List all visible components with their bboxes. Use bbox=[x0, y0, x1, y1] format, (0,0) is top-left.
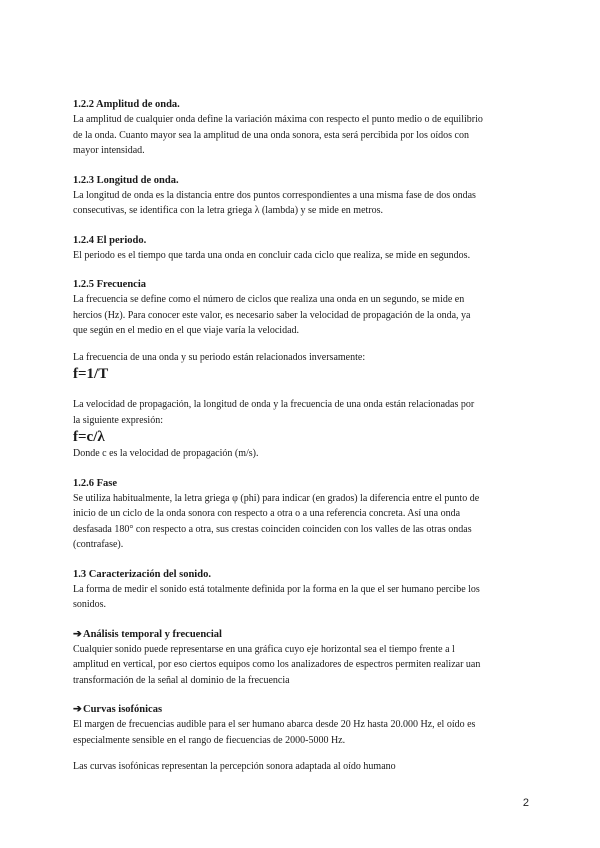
paragraph-line: La forma de medir el sonido está totalmente definida por la forma en la que el ser humano percibe los bbox=[73, 583, 480, 595]
heading-caracterizacion: 1.3 Caracterización del sonido. bbox=[73, 568, 211, 580]
section-longitud bbox=[73, 173, 529, 219]
paragraph-line: desfasada 180° con respecto a otra, sus crestas coinciden coinciden con los valles de las otras ondas bbox=[73, 523, 472, 535]
paragraph-line: que según en el medio en el que viaje varía la velocidad. bbox=[73, 325, 300, 336]
arrow-right-icon: ➔ bbox=[73, 628, 82, 640]
arrow-right-icon: ➔ bbox=[73, 704, 82, 715]
paragraph-line: consecutivas, se identifica con la letra griega λ (lambda) y se mide en metros. bbox=[73, 205, 384, 216]
paragraph-line: amplitud en vertical, por eso ciertos equipos como los analizadores de espectros permiten realizar uan bbox=[73, 659, 481, 670]
heading-analisis bbox=[73, 627, 529, 642]
formula-frequency-period: f=1/T bbox=[73, 366, 109, 382]
paragraph-line: sonidos. bbox=[73, 599, 107, 610]
page-content bbox=[73, 97, 529, 775]
paragraph-line: mayor intensidad. bbox=[73, 145, 145, 156]
section-periodo bbox=[73, 233, 529, 264]
section-fase bbox=[73, 476, 529, 553]
closing-text: Las curvas isofónicas representan la percepción sonora adaptada al oído humano bbox=[73, 761, 396, 772]
page-number: 2 bbox=[522, 797, 529, 809]
formula-note: Donde c es la velocidad de propagación (m/s). bbox=[73, 448, 259, 459]
paragraph-line: La frecuencia se define como el número de ciclos que realiza una onda en un segundo, se mide en bbox=[73, 294, 465, 305]
heading-fase: 1.2.6 Fase bbox=[73, 477, 118, 489]
paragraph-line: hercios (Hz). Para conocer este valor, es necesario saber la velocidad de propagación de la onda, ya bbox=[73, 309, 471, 321]
section-analisis bbox=[73, 627, 529, 689]
heading-curvas-label: Curvas isofónicas bbox=[83, 704, 163, 715]
paragraph-line: La amplitud de cualquier onda define la variación máxima con respecto el punto medio o de equilibrio bbox=[73, 114, 483, 125]
paragraph-line: La velocidad de propagación, la longitud de onda y la frecuencia de una onda están relacionadas por bbox=[73, 399, 475, 410]
paragraph-line: Se utiliza habitualmente, la letra griega φ (phi) para indicar (en grados) la diferencia entre el punto de bbox=[73, 492, 480, 504]
paragraph-line: El margen de frecuencias audible para el ser humano abarca desde 20 Hz hasta 20.000 Hz, el oído es bbox=[73, 719, 476, 730]
heading-longitud: 1.2.3 Longitud de onda. bbox=[73, 174, 179, 186]
heading-periodo: 1.2.4 El periodo. bbox=[73, 234, 147, 246]
paragraph-line: El periodo es el tiempo que tarda una onda en concluir cada ciclo que realiza, se mide en segundos. bbox=[73, 249, 471, 261]
paragraph-line: de la onda. Cuanto mayor sea la amplitud de una onda sonora, esta será percibida por los oídos con bbox=[73, 129, 469, 141]
formula-frequency-wavelength: f=c/λ bbox=[73, 429, 105, 445]
paragraph-line: (contrafase). bbox=[73, 539, 124, 550]
heading-amplitud: 1.2.2 Amplitud de onda. bbox=[73, 99, 180, 110]
paragraph-line: la siguiente expresión: bbox=[73, 414, 163, 426]
paragraph-line: La longitud de onda es la distancia entre dos puntos correspondientes a una misma fase de dos ondas bbox=[73, 189, 476, 201]
section-amplitud bbox=[73, 97, 529, 159]
paragraph-line: Cualquier sonido puede representarse en una gráfica cuyo eje horizontal sea el tiempo frente a l bbox=[73, 643, 455, 655]
heading-curvas bbox=[73, 702, 529, 717]
paragraph-line: transformación de la señal al dominio de la frecuencia bbox=[73, 674, 290, 686]
paragraph-line: especialmente sensible en el rango de fiecuencias de 2000-5000 Hz. bbox=[73, 734, 346, 746]
paragraph-line: inicio de un ciclo de la onda sonora con respecto a otra o a una referencia concreta. Así una onda bbox=[73, 508, 461, 519]
relation-text: La frecuencia de una onda y su periodo están relacionados inversamente: bbox=[73, 351, 366, 363]
section-frecuencia bbox=[73, 277, 529, 462]
heading-frecuencia: 1.2.5 Frecuencia bbox=[73, 279, 146, 290]
heading-analisis-label: Análisis temporal y frecuencial bbox=[83, 628, 222, 640]
section-caracterizacion bbox=[73, 567, 529, 613]
section-curvas bbox=[73, 702, 529, 775]
